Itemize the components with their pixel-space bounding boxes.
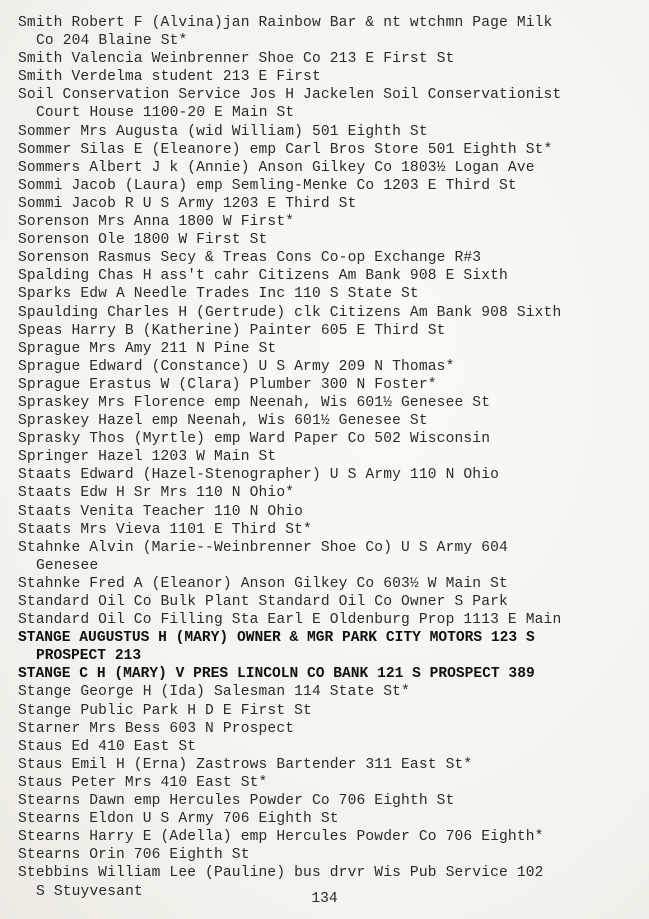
directory-entry (18, 68, 643, 86)
entry-text: Stearns Orin 706 Eighth St (18, 847, 250, 864)
entry-text: Stahnke Fred A (Eleanor) Anson Gilkey Co 603½ W Main St (18, 575, 508, 592)
entry-continuation: S Stuyvesant (36, 883, 143, 900)
entry-text: Spraskey Hazel emp Neenah, Wis 601½ Genesee St (18, 413, 428, 430)
directory-entry (18, 123, 643, 141)
directory-entry (18, 322, 643, 340)
entry-text: Smith Robert F (Alvina)jan Rainbow Bar & nt wtchmn Page Milk (18, 15, 553, 31)
entry-continuation: PROSPECT 213 (36, 648, 142, 665)
directory-entry (18, 774, 643, 792)
directory-entry (18, 720, 643, 738)
directory-entry (18, 177, 643, 195)
entry-text: Sommer Silas E (Eleanore) emp Carl Bros Store 501 Eighth St* (18, 141, 553, 158)
directory-entry (18, 50, 643, 68)
entry-text: Stearns Eldon U S Army 706 Eighth St (18, 811, 339, 828)
directory-entry (18, 141, 643, 159)
entry-text: Springer Hazel 1203 W Main St (18, 449, 277, 466)
entry-text: Sommi Jacob R U S Army 1203 E Third St (18, 195, 357, 212)
directory-entry (18, 86, 643, 122)
directory-entry (18, 702, 643, 720)
entry-text: Stearns Dawn emp Hercules Powder Co 706 Eighth St (18, 793, 455, 810)
entry-text: Staats Edw H Sr Mrs 110 N Ohio* (18, 485, 295, 502)
entry-text: Sorenson Mrs Anna 1800 W First* (18, 214, 295, 231)
entry-text: Sparks Edw A Needle Trades Inc 110 S State St (18, 286, 419, 303)
entry-text: Staats Edward (Hazel-Stenographer) U S Army 110 N Ohio (18, 467, 500, 484)
directory-entry (18, 358, 643, 376)
directory-entry (18, 376, 643, 394)
directory-entry (18, 430, 643, 448)
entry-continuation: Court House 1100-20 E Main St (36, 105, 295, 122)
entry-text: Staats Mrs Vieva 1101 E Third St* (18, 521, 312, 538)
entry-text: Sorenson Ole 1800 W First St (18, 232, 268, 249)
directory-entry (18, 846, 643, 864)
directory-entry (18, 340, 643, 358)
directory-entry (18, 195, 643, 213)
directory-entry (18, 792, 643, 810)
directory-entry (18, 575, 643, 593)
directory-entry (18, 503, 643, 521)
entry-text: Sprasky Thos (Myrtle) emp Ward Paper Co 502 Wisconsin (18, 431, 491, 448)
directory-entry (18, 267, 643, 285)
directory-entry (18, 738, 643, 756)
entry-text: Sorenson Rasmus Secy & Treas Cons Co-op Exchange R#3 (18, 250, 482, 267)
directory-entry (18, 665, 643, 683)
directory-entry (18, 448, 643, 466)
entry-continuation: Co 204 Blaine St* (36, 33, 188, 50)
page-number: 134 (311, 891, 338, 907)
directory-entry (18, 249, 643, 267)
entry-text: Smith Valencia Weinbrenner Shoe Co 213 E First St (18, 51, 455, 68)
entry-text: Staus Peter Mrs 410 East St* (18, 774, 268, 791)
directory-entry (18, 484, 643, 502)
entry-text: Stebbins William Lee (Pauline) bus drvr Wis Pub Service 102 (18, 865, 544, 882)
entry-text: Sommers Albert J k (Annie) Anson Gilkey Co 1803½ Logan Ave (18, 159, 535, 176)
entry-text: Sprague Mrs Amy 211 N Pine St (18, 340, 277, 357)
entry-text: Soil Conservation Service Jos H Jackelen Soil Conservationist (18, 87, 562, 104)
entry-text: Speas Harry B (Katherine) Painter 605 E Third St (18, 322, 446, 339)
entry-text: STANGE C H (MARY) V PRES LINCOLN CO BANK 121 S PROSPECT 389 (18, 666, 535, 683)
directory-entry (18, 611, 643, 629)
directory-entry (18, 231, 643, 249)
entry-text: Standard Oil Co Bulk Plant Standard Oil Co Owner S Park (18, 594, 508, 610)
directory-entry (18, 466, 643, 484)
entry-text: Staus Emil H (Erna) Zastrows Bartender 311 East St* (18, 756, 473, 773)
directory-entry (18, 521, 643, 539)
entry-text: Stahnke Alvin (Marie--Weinbrenner Shoe Co) U S Army 604 (18, 539, 508, 556)
directory-entry (18, 213, 643, 231)
entry-text: STANGE AUGUSTUS H (MARY) OWNER & MGR PARK CITY MOTORS 123 S (18, 630, 535, 647)
directory-listing (18, 14, 643, 901)
entry-text: Staats Venita Teacher 110 N Ohio (18, 503, 304, 520)
directory-entry (18, 593, 643, 611)
directory-entry (18, 539, 643, 575)
entry-text: Staus Ed 410 East St (18, 738, 197, 755)
entry-text: Stearns Harry E (Adella) emp Hercules Powder Co 706 Eighth* (18, 829, 544, 846)
entry-text: Starner Mrs Bess 603 N Prospect (18, 720, 295, 737)
directory-entry (18, 683, 643, 701)
directory-entry (18, 304, 643, 322)
directory-entry (18, 394, 643, 412)
directory-entry (18, 159, 643, 177)
entry-text: Sommer Mrs Augusta (wid William) 501 Eighth St (18, 123, 428, 140)
entry-text: Sprague Erastus W (Clara) Plumber 300 N Foster* (18, 376, 437, 393)
directory-entry (18, 412, 643, 430)
entry-text: Stange George H (Ida) Salesman 114 State St* (18, 684, 410, 701)
directory-entry (18, 756, 643, 774)
directory-entry (18, 629, 643, 665)
entry-text: Standard Oil Co Filling Sta Earl E Oldenburg Prop 1113 E Main (18, 612, 562, 629)
entry-text: Sprague Edward (Constance) U S Army 209 N Thomas* (18, 358, 455, 375)
directory-entry (18, 285, 643, 303)
directory-entry (18, 828, 643, 846)
entry-text: Spaulding Charles H (Gertrude) clk Citizens Am Bank 908 Sixth (18, 304, 562, 321)
entry-text: Stange Public Park H D E First St (18, 702, 312, 719)
entry-text: Spraskey Mrs Florence emp Neenah, Wis 601½ Genesee St (18, 394, 491, 411)
directory-entry (18, 14, 643, 50)
entry-text: Sommi Jacob (Laura) emp Semling-Menke Co 1203 E Third St (18, 177, 517, 194)
entry-continuation: Genesee (36, 557, 99, 574)
entry-text: Smith Verdelma student 213 E First (18, 69, 321, 86)
entry-text: Spalding Chas H ass't cahr Citizens Am Bank 908 E Sixth (18, 268, 508, 285)
directory-entry (18, 810, 643, 828)
